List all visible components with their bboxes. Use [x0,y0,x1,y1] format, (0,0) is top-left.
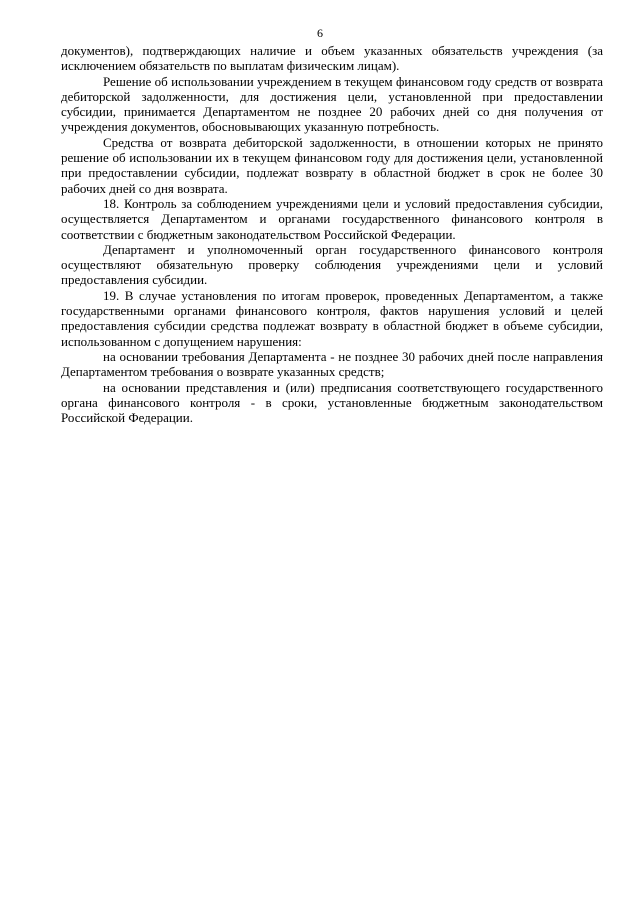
paragraph-receivables-decision: Решение об использовании учреждением в текущем финансовом году средств от возврата дебиторской задолженности, для достижения цели, установленной при предоставлении субсидии, принимается Департаментом не позднее 20 рабочих дней со дня получения от учреждения документов, обосновывающих указанную потребность. [61,73,603,135]
paragraph-control-body-order: на основании представления и (или) предписания соответствующего государственного органа финансового контроля - в сроки, установленные бюджетным законодательством Российской Федерации. [61,379,603,426]
paragraph-mandatory-inspection: Департамент и уполномоченный орган государственного финансового контроля осуществляют обязательную проверку соблюдения учреждениями цели и условий предоставления субсидии. [61,241,603,288]
paragraph-receivables-return: Средства от возврата дебиторской задолженности, в отношении которых не принято решение об использовании их в текущем финансовом году для достижения цели, установленной при предоставлении субсидии, подлежат возврату в областной бюджет в срок не более 30 рабочих дней со дня возврата. [61,134,603,196]
document-body [61,43,603,425]
paragraph-department-requirement: на основании требования Департамента - не позднее 30 рабочих дней после направления Департаментом требования о возврате указанных средств; [61,348,603,380]
page-number: 6 [317,26,323,40]
paragraph-section-18-control: 18. Контроль за соблюдением учреждениями цели и условий предоставления субсидии, осуществляется Департаментом и органами государственного финансового контроля в соответствии с бюджетным законодательством Российской Федерации. [61,195,603,242]
paragraph-section-19-violations: 19. В случае установления по итогам проверок, проведенных Департаментом, а также государственными органами финансового контроля, фактов нарушения условий и целей предоставления субсидии средства подлежат возврату в областной бюджет в объеме субсидии, использованном с допущением нарушения: [61,287,603,349]
paragraph-obligations-continuation: документов), подтверждающих наличие и объем указанных обязательств учреждения (за исключением обязательств по выплатам физическим лицам). [61,43,603,74]
